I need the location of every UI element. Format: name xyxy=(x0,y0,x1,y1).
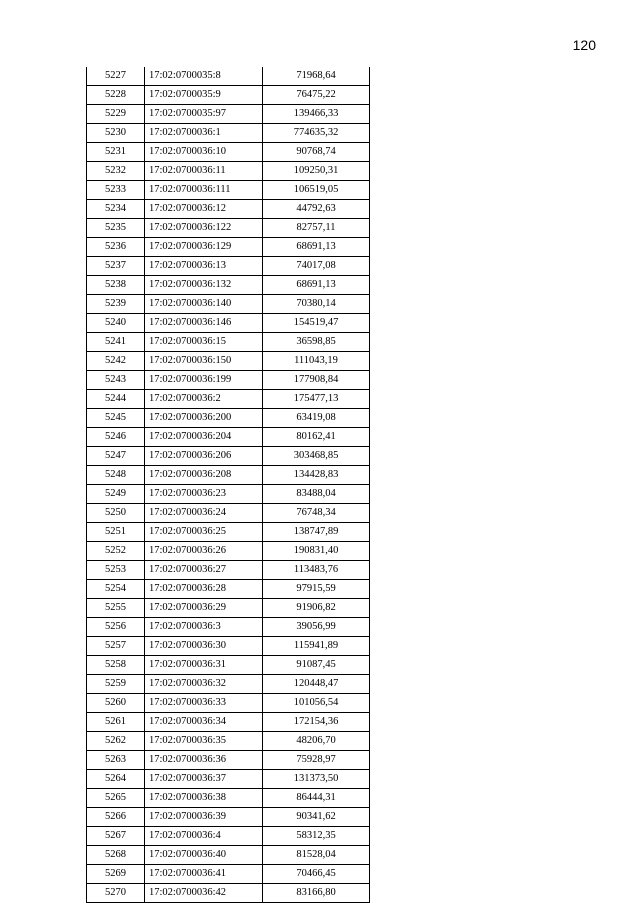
cadastral-value-cell: 101056,54 xyxy=(263,694,370,713)
cadastral-number-cell: 17:02:0700036:206 xyxy=(145,447,263,466)
table-row xyxy=(87,523,370,542)
row-number-cell: 5251 xyxy=(87,523,145,542)
cadastral-number-cell: 17:02:0700036:27 xyxy=(145,561,263,580)
cadastral-number-cell: 17:02:0700036:39 xyxy=(145,808,263,827)
table-row xyxy=(87,181,370,200)
cadastral-value-cell: 82757,11 xyxy=(263,219,370,238)
cadastral-number-cell: 17:02:0700036:3 xyxy=(145,618,263,637)
cadastral-value-cell: 175477,13 xyxy=(263,390,370,409)
cadastral-value-cell: 90341,62 xyxy=(263,808,370,827)
cadastral-number-cell: 17:02:0700036:28 xyxy=(145,580,263,599)
cadastral-number-cell: 17:02:0700035:97 xyxy=(145,105,263,124)
table-body xyxy=(87,67,370,903)
cadastral-value-cell: 90768,74 xyxy=(263,143,370,162)
cadastral-value-cell: 190831,40 xyxy=(263,542,370,561)
cadastral-number-cell: 17:02:0700036:34 xyxy=(145,713,263,732)
table-row xyxy=(87,295,370,314)
row-number-cell: 5231 xyxy=(87,143,145,162)
table-row xyxy=(87,542,370,561)
row-number-cell: 5227 xyxy=(87,67,145,86)
cadastral-value-cell: 139466,33 xyxy=(263,105,370,124)
row-number-cell: 5254 xyxy=(87,580,145,599)
row-number-cell: 5234 xyxy=(87,200,145,219)
row-number-cell: 5264 xyxy=(87,770,145,789)
row-number-cell: 5239 xyxy=(87,295,145,314)
row-number-cell: 5243 xyxy=(87,371,145,390)
cadastral-value-cell: 91087,45 xyxy=(263,656,370,675)
cadastral-value-cell: 91906,82 xyxy=(263,599,370,618)
row-number-cell: 5266 xyxy=(87,808,145,827)
table-row xyxy=(87,67,370,86)
cadastral-number-cell: 17:02:0700036:38 xyxy=(145,789,263,808)
table-row xyxy=(87,143,370,162)
row-number-cell: 5252 xyxy=(87,542,145,561)
cadastral-value-cell: 36598,85 xyxy=(263,333,370,352)
table-row xyxy=(87,713,370,732)
cadastral-number-cell: 17:02:0700036:199 xyxy=(145,371,263,390)
cadastral-value-cell: 48206,70 xyxy=(263,732,370,751)
cadastral-value-cell: 70380,14 xyxy=(263,295,370,314)
row-number-cell: 5260 xyxy=(87,694,145,713)
table-row xyxy=(87,352,370,371)
table-row xyxy=(87,884,370,903)
cadastral-value-cell: 120448,47 xyxy=(263,675,370,694)
cadastral-value-cell: 106519,05 xyxy=(263,181,370,200)
cadastral-number-cell: 17:02:0700036:204 xyxy=(145,428,263,447)
cadastral-number-cell: 17:02:0700035:9 xyxy=(145,86,263,105)
cadastral-number-cell: 17:02:0700036:24 xyxy=(145,504,263,523)
cadastral-value-cell: 76748,34 xyxy=(263,504,370,523)
table-row xyxy=(87,580,370,599)
cadastral-value-cell: 131373,50 xyxy=(263,770,370,789)
cadastral-value-cell: 83488,04 xyxy=(263,485,370,504)
table-row xyxy=(87,200,370,219)
cadastral-number-cell: 17:02:0700036:40 xyxy=(145,846,263,865)
row-number-cell: 5258 xyxy=(87,656,145,675)
table-row xyxy=(87,732,370,751)
table-row xyxy=(87,333,370,352)
cadastral-number-cell: 17:02:0700036:23 xyxy=(145,485,263,504)
cadastral-number-cell: 17:02:0700036:33 xyxy=(145,694,263,713)
cadastral-number-cell: 17:02:0700036:122 xyxy=(145,219,263,238)
cadastral-value-table xyxy=(86,67,370,903)
row-number-cell: 5242 xyxy=(87,352,145,371)
cadastral-value-cell: 74017,08 xyxy=(263,257,370,276)
cadastral-value-cell: 58312,35 xyxy=(263,827,370,846)
cadastral-number-cell: 17:02:0700036:4 xyxy=(145,827,263,846)
cadastral-number-cell: 17:02:0700036:140 xyxy=(145,295,263,314)
row-number-cell: 5235 xyxy=(87,219,145,238)
table-row xyxy=(87,485,370,504)
table-row xyxy=(87,827,370,846)
row-number-cell: 5228 xyxy=(87,86,145,105)
row-number-cell: 5232 xyxy=(87,162,145,181)
row-number-cell: 5236 xyxy=(87,238,145,257)
cadastral-value-cell: 115941,89 xyxy=(263,637,370,656)
row-number-cell: 5249 xyxy=(87,485,145,504)
cadastral-number-cell: 17:02:0700036:37 xyxy=(145,770,263,789)
row-number-cell: 5259 xyxy=(87,675,145,694)
table-row xyxy=(87,219,370,238)
row-number-cell: 5262 xyxy=(87,732,145,751)
table-row xyxy=(87,789,370,808)
cadastral-number-cell: 17:02:0700036:146 xyxy=(145,314,263,333)
cadastral-value-cell: 71968,64 xyxy=(263,67,370,86)
table-row xyxy=(87,751,370,770)
row-number-cell: 5229 xyxy=(87,105,145,124)
cadastral-number-cell: 17:02:0700036:132 xyxy=(145,276,263,295)
cadastral-value-cell: 70466,45 xyxy=(263,865,370,884)
cadastral-value-cell: 83166,80 xyxy=(263,884,370,903)
table-row xyxy=(87,770,370,789)
cadastral-value-cell: 44792,63 xyxy=(263,200,370,219)
table-row xyxy=(87,466,370,485)
row-number-cell: 5233 xyxy=(87,181,145,200)
table-row xyxy=(87,599,370,618)
row-number-cell: 5267 xyxy=(87,827,145,846)
row-number-cell: 5253 xyxy=(87,561,145,580)
row-number-cell: 5263 xyxy=(87,751,145,770)
cadastral-number-cell: 17:02:0700036:42 xyxy=(145,884,263,903)
cadastral-number-cell: 17:02:0700036:111 xyxy=(145,181,263,200)
table-row xyxy=(87,808,370,827)
cadastral-value-cell: 39056,99 xyxy=(263,618,370,637)
cadastral-number-cell: 17:02:0700036:208 xyxy=(145,466,263,485)
table-row xyxy=(87,694,370,713)
cadastral-number-cell: 17:02:0700036:11 xyxy=(145,162,263,181)
cadastral-value-cell: 177908,84 xyxy=(263,371,370,390)
cadastral-value-cell: 113483,76 xyxy=(263,561,370,580)
cadastral-number-cell: 17:02:0700036:1 xyxy=(145,124,263,143)
row-number-cell: 5268 xyxy=(87,846,145,865)
cadastral-value-cell: 68691,13 xyxy=(263,276,370,295)
cadastral-number-cell: 17:02:0700036:29 xyxy=(145,599,263,618)
cadastral-number-cell: 17:02:0700036:15 xyxy=(145,333,263,352)
cadastral-value-cell: 86444,31 xyxy=(263,789,370,808)
cadastral-value-cell: 97915,59 xyxy=(263,580,370,599)
table-row xyxy=(87,86,370,105)
cadastral-value-cell: 303468,85 xyxy=(263,447,370,466)
cadastral-number-cell: 17:02:0700036:150 xyxy=(145,352,263,371)
row-number-cell: 5255 xyxy=(87,599,145,618)
cadastral-value-cell: 76475,22 xyxy=(263,86,370,105)
row-number-cell: 5237 xyxy=(87,257,145,276)
row-number-cell: 5256 xyxy=(87,618,145,637)
cadastral-number-cell: 17:02:0700035:8 xyxy=(145,67,263,86)
row-number-cell: 5238 xyxy=(87,276,145,295)
cadastral-number-cell: 17:02:0700036:30 xyxy=(145,637,263,656)
row-number-cell: 5270 xyxy=(87,884,145,903)
table-row xyxy=(87,390,370,409)
cadastral-value-cell: 63419,08 xyxy=(263,409,370,428)
cadastral-value-cell: 80162,41 xyxy=(263,428,370,447)
row-number-cell: 5240 xyxy=(87,314,145,333)
cadastral-number-cell: 17:02:0700036:32 xyxy=(145,675,263,694)
cadastral-value-cell: 68691,13 xyxy=(263,238,370,257)
row-number-cell: 5247 xyxy=(87,447,145,466)
cadastral-number-cell: 17:02:0700036:25 xyxy=(145,523,263,542)
row-number-cell: 5241 xyxy=(87,333,145,352)
table-row xyxy=(87,618,370,637)
row-number-cell: 5245 xyxy=(87,409,145,428)
table-row xyxy=(87,428,370,447)
cadastral-number-cell: 17:02:0700036:2 xyxy=(145,390,263,409)
cadastral-value-cell: 134428,83 xyxy=(263,466,370,485)
cadastral-number-cell: 17:02:0700036:200 xyxy=(145,409,263,428)
cadastral-number-cell: 17:02:0700036:35 xyxy=(145,732,263,751)
table-row xyxy=(87,561,370,580)
cadastral-number-cell: 17:02:0700036:10 xyxy=(145,143,263,162)
cadastral-value-cell: 81528,04 xyxy=(263,846,370,865)
table-row xyxy=(87,162,370,181)
cadastral-value-cell: 154519,47 xyxy=(263,314,370,333)
cadastral-number-cell: 17:02:0700036:41 xyxy=(145,865,263,884)
table-row xyxy=(87,447,370,466)
table-row xyxy=(87,504,370,523)
table-row xyxy=(87,314,370,333)
cadastral-number-cell: 17:02:0700036:129 xyxy=(145,238,263,257)
table-row xyxy=(87,276,370,295)
cadastral-value-cell: 172154,36 xyxy=(263,713,370,732)
cadastral-value-cell: 109250,31 xyxy=(263,162,370,181)
row-number-cell: 5248 xyxy=(87,466,145,485)
row-number-cell: 5257 xyxy=(87,637,145,656)
row-number-cell: 5250 xyxy=(87,504,145,523)
cadastral-number-cell: 17:02:0700036:12 xyxy=(145,200,263,219)
cadastral-number-cell: 17:02:0700036:36 xyxy=(145,751,263,770)
page-number: 120 xyxy=(572,37,596,53)
table-row xyxy=(87,637,370,656)
cadastral-number-cell: 17:02:0700036:26 xyxy=(145,542,263,561)
cadastral-value-cell: 111043,19 xyxy=(263,352,370,371)
table-row xyxy=(87,124,370,143)
row-number-cell: 5246 xyxy=(87,428,145,447)
cadastral-value-cell: 774635,32 xyxy=(263,124,370,143)
table-row xyxy=(87,371,370,390)
table-row xyxy=(87,656,370,675)
row-number-cell: 5261 xyxy=(87,713,145,732)
row-number-cell: 5269 xyxy=(87,865,145,884)
table-row xyxy=(87,105,370,124)
row-number-cell: 5244 xyxy=(87,390,145,409)
row-number-cell: 5230 xyxy=(87,124,145,143)
table-row xyxy=(87,865,370,884)
cadastral-number-cell: 17:02:0700036:31 xyxy=(145,656,263,675)
cadastral-value-cell: 75928,97 xyxy=(263,751,370,770)
table-row xyxy=(87,238,370,257)
table-row xyxy=(87,409,370,428)
table-row xyxy=(87,257,370,276)
table-row xyxy=(87,846,370,865)
table-row xyxy=(87,675,370,694)
row-number-cell: 5265 xyxy=(87,789,145,808)
cadastral-value-cell: 138747,89 xyxy=(263,523,370,542)
cadastral-number-cell: 17:02:0700036:13 xyxy=(145,257,263,276)
